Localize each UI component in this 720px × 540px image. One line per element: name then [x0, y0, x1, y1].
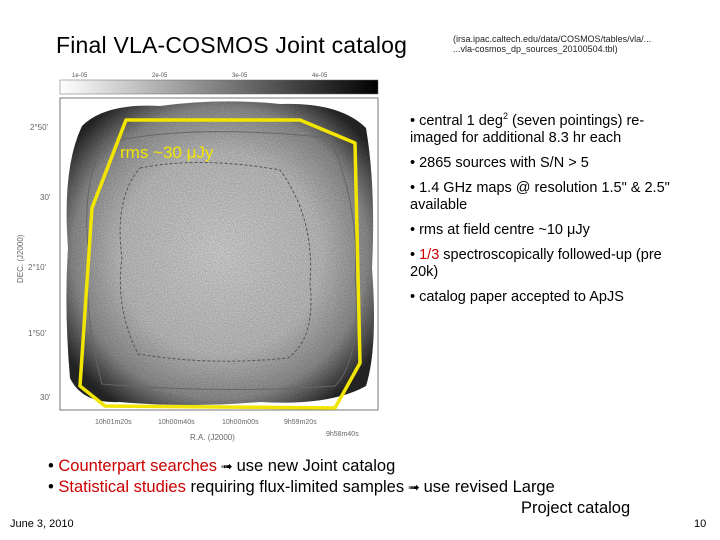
- bullet-sources: • 2865 sources with S/N > 5: [410, 154, 589, 171]
- arrow-icon: ➟: [217, 458, 237, 474]
- y-tick: 2°10': [28, 263, 47, 272]
- y-tick: 1°50': [28, 329, 47, 338]
- x-tick: 10h00m00s: [222, 419, 259, 426]
- x-axis-label: R.A. (J2000): [190, 433, 235, 442]
- colorbar-tick: 4e-05: [312, 73, 328, 79]
- catalog-url: [453, 34, 651, 54]
- x-tick: 10h01m20s: [95, 419, 132, 426]
- page-number: 10: [694, 518, 707, 530]
- y-axis-label: DEC. (J2000): [16, 234, 25, 283]
- rms-label: rms ~30 μJy: [120, 143, 214, 162]
- y-tick: 30': [40, 193, 51, 202]
- note-statistical-cont: Project catalog: [521, 499, 631, 517]
- bullet-list: [410, 108, 680, 314]
- bullet-maps: • 1.4 GHz maps @ resolution 1.5" & 2.5" available: [410, 179, 670, 213]
- slide-title: Final VLA-COSMOS Joint catalog: [56, 32, 408, 58]
- radio-map-figure: [10, 68, 382, 450]
- bullet-pointings: • central 1 deg$^2$ (seven pointings) re-imaged for additional 8.3 hr each: [410, 111, 645, 146]
- url-line-2: ...vla-cosmos_dp_sources_20100504.tbl): [453, 44, 618, 54]
- arrow-icon: ➟: [404, 479, 424, 495]
- y-tick: 2°50': [30, 123, 49, 132]
- x-tick: 10h00m40s: [158, 419, 195, 426]
- slide-date: June 3, 2010: [10, 518, 74, 530]
- y-tick: 30': [40, 393, 51, 402]
- x-tick: 9h58m40s: [326, 431, 359, 438]
- colorbar-tick: 2e-05: [152, 73, 168, 79]
- bullet-spectroscopy: • 1/3 spectroscopically followed-up (pre 20k): [410, 246, 662, 280]
- bottom-notes: [48, 456, 648, 498]
- colorbar: [60, 80, 378, 94]
- colorbar-tick: 1e-05: [72, 73, 88, 79]
- x-tick: 9h59m20s: [284, 419, 317, 426]
- colorbar-tick: 3e-05: [232, 73, 248, 79]
- url-line-1: (irsa.ipac.caltech.edu/data/COSMOS/tables/vla/...: [453, 34, 652, 44]
- note-counterpart: • Counterpart searches ➟ use new Joint catalog: [48, 457, 396, 475]
- bullet-paper: • catalog paper accepted to ApJS: [410, 288, 624, 305]
- bullet-rms: • rms at field centre ~10 μJy: [410, 221, 590, 238]
- note-statistical: • Statistical studies requiring flux-limited samples ➟ use revised Large: [48, 478, 555, 496]
